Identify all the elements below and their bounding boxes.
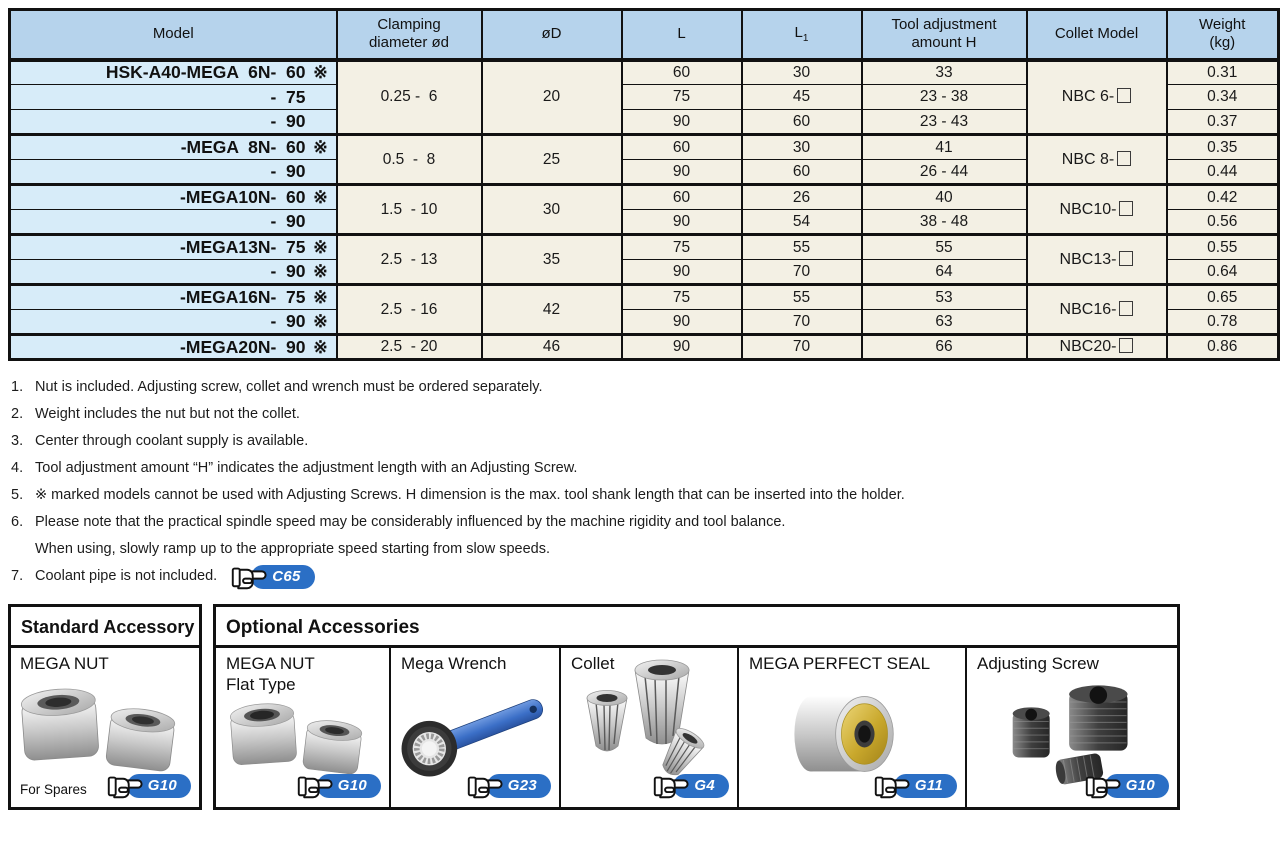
accessory-label: MEGA PERFECT SEAL [749, 654, 931, 673]
l1-value: 54 [742, 210, 862, 235]
note-2: 2. Weight includes the nut but not the collet. [11, 406, 300, 422]
reference-mark: ※ [313, 187, 328, 207]
collet-image [583, 656, 733, 778]
table-row [10, 60, 1279, 85]
clamping-value: 1.5 - 10 [337, 185, 482, 235]
page-ref-label: G23 [487, 774, 551, 798]
for-spares-caption: For Spares [20, 782, 87, 797]
mega-wrench-image [393, 682, 561, 782]
od-value: 30 [482, 185, 622, 235]
l1-value: 70 [742, 310, 862, 335]
clamping-value: 2.5 - 16 [337, 285, 482, 335]
accessory-label: Mega Wrench [401, 654, 507, 673]
l1-value: 30 [742, 60, 862, 85]
clamping-value: 0.25 - 6 [337, 60, 482, 135]
accessory-label-line2: Flat Type [226, 674, 296, 694]
collet-model-cell: NBC10- [1027, 185, 1167, 235]
reference-mark: ※ [313, 311, 328, 331]
collet-size-placeholder-box [1117, 151, 1131, 166]
page-ref-label: C65 [251, 565, 314, 589]
model-cell [10, 335, 337, 360]
clamping-value: 0.5 - 8 [337, 135, 482, 185]
page-ref-label: G10 [317, 774, 381, 798]
l-value: 60 [622, 60, 742, 85]
h-value: 38 - 48 [862, 210, 1027, 235]
weight-value: 0.65 [1167, 285, 1279, 310]
standard-accessory-body [11, 648, 199, 807]
pointing-hand-icon [874, 773, 911, 799]
weight-value: 0.31 [1167, 60, 1279, 85]
h-value: 33 [862, 60, 1027, 85]
l-value: 60 [622, 135, 742, 160]
model-cell [10, 135, 337, 160]
weight-value: 0.35 [1167, 135, 1279, 160]
l-value: 90 [622, 110, 742, 135]
header-tool-adjustment: Tool adjustment amount H [862, 10, 1027, 60]
od-value: 20 [482, 60, 622, 135]
pointing-hand-icon [653, 773, 690, 799]
collet-model-cell: NBC16- [1027, 285, 1167, 335]
od-value: 46 [482, 335, 622, 360]
header-l1: $L_1$ [742, 10, 862, 60]
mega-nut-label: MEGA NUT [20, 654, 109, 673]
mega-perfect-seal-image [779, 686, 925, 782]
collet-model-cell: NBC13- [1027, 235, 1167, 285]
reference-mark: ※ [313, 62, 328, 83]
footnotes [11, 374, 1277, 590]
collet-size-placeholder-box [1119, 251, 1133, 266]
reference-mark: ※ [313, 261, 328, 281]
model-cell [10, 210, 337, 235]
h-value: 41 [862, 135, 1027, 160]
model-label: HSK-A40-MEGA 6N- 60 [105, 62, 306, 83]
header-collet-model: Collet Model [1027, 10, 1167, 60]
model-cell [10, 285, 337, 310]
pointing-hand-icon [1085, 773, 1122, 799]
h-value: 26 - 44 [862, 160, 1027, 185]
note-6: 6. Please note that the practical spindle speed may be considerably influenced by the machine rigidity and tool balance. [11, 514, 786, 530]
reference-mark: ※ [313, 287, 328, 307]
page-ref-badge-g4[interactable] [653, 773, 729, 799]
h-value: 66 [862, 335, 1027, 360]
table-row [10, 135, 1279, 160]
collet-size-placeholder-box [1117, 88, 1131, 103]
header-model-label: Model [152, 24, 194, 42]
pointing-hand-icon [467, 773, 504, 799]
pointing-hand-icon [231, 564, 268, 590]
model-cell [10, 235, 337, 260]
mega-nut-flat-image [222, 696, 382, 780]
l-value: 90 [622, 260, 742, 285]
weight-value: 0.55 [1167, 235, 1279, 260]
header-model [10, 10, 337, 60]
collet-size-placeholder-box [1119, 201, 1133, 216]
note-6-continued: When using, slowly ramp up to the appropriate speed starting from slow speeds. [35, 541, 551, 557]
l-value: 90 [622, 310, 742, 335]
model-label: -MEGA20N- 90 [180, 336, 306, 357]
accessory-cell-mega-nut-flat [216, 648, 391, 807]
weight-value: 0.64 [1167, 260, 1279, 285]
l1-value: 26 [742, 185, 862, 210]
reference-mark: ※ [313, 336, 328, 357]
note-4: 4. Tool adjustment amount “H” indicates the adjustment length with an Adjusting Screw. [11, 460, 578, 476]
note-3: 3. Center through coolant supply is available. [11, 433, 309, 449]
header-od: øD [482, 10, 622, 60]
l1-value: 55 [742, 285, 862, 310]
accessory-label: Collet [571, 654, 615, 673]
page-ref-badge-c65[interactable] [231, 563, 314, 590]
model-cell [10, 260, 337, 285]
l1-value: 70 [742, 335, 862, 360]
spec-table [8, 8, 1280, 361]
l1-value: 70 [742, 260, 862, 285]
model-label: -MEGA13N- 75 [180, 237, 306, 257]
page-ref-badge-g10[interactable] [107, 773, 191, 799]
clamping-value: 2.5 - 13 [337, 235, 482, 285]
header-clamping-diameter: Clamping diameter ød [337, 10, 482, 60]
page-ref-label: G11 [894, 774, 957, 798]
table-header-row [10, 10, 1279, 60]
note-7: 7. Coolant pipe is not included. C65 [11, 563, 1277, 590]
model-label: - 90 [270, 211, 306, 231]
page-ref-badge-g23[interactable] [467, 773, 551, 799]
note-5: 5. ※ marked models cannot be used with Adjusting Screws. H dimension is the max. tool shank length that can be inserted into the holder. [11, 487, 905, 503]
table-row [10, 335, 1279, 360]
l1-value: 45 [742, 85, 862, 110]
note-1: 1. Nut is included. Adjusting screw, collet and wrench must be ordered separately. [11, 379, 543, 395]
mega-nut-image [19, 680, 191, 778]
optional-accessories-cells [216, 648, 1177, 807]
accessory-cell-mega-perfect-seal [739, 648, 967, 807]
weight-value: 0.37 [1167, 110, 1279, 135]
weight-value: 0.56 [1167, 210, 1279, 235]
collet-size-placeholder-box [1119, 301, 1133, 316]
page-ref-label: G4 [673, 774, 729, 798]
page-ref-badge-g10[interactable] [297, 773, 381, 799]
model-cell [10, 185, 337, 210]
accessory-cell-mega-wrench [391, 648, 561, 807]
h-value: 64 [862, 260, 1027, 285]
model-label: - 90 [270, 161, 306, 181]
pointing-hand-icon [107, 773, 144, 799]
l1-value: 55 [742, 235, 862, 260]
h-value: 63 [862, 310, 1027, 335]
table-row [10, 235, 1279, 260]
collet-model-cell: NBC 6- [1027, 60, 1167, 135]
header-weight: Weight (kg) [1167, 10, 1279, 60]
accessory-label: MEGA NUT [226, 654, 315, 673]
l1-value: 60 [742, 110, 862, 135]
standard-accessory-box [8, 604, 202, 810]
h-value: 23 - 38 [862, 85, 1027, 110]
reference-mark: ※ [313, 137, 328, 157]
h-value: 55 [862, 235, 1027, 260]
weight-value: 0.34 [1167, 85, 1279, 110]
h-value: 40 [862, 185, 1027, 210]
collet-size-placeholder-box [1119, 338, 1133, 353]
header-l: L [622, 10, 742, 60]
clamping-value: 2.5 - 20 [337, 335, 482, 360]
model-cell [10, 60, 337, 85]
model-label: - 90 [270, 111, 306, 131]
standard-accessory-title: Standard Accessory [11, 607, 199, 648]
weight-value: 0.78 [1167, 310, 1279, 335]
model-cell [10, 110, 337, 135]
l-value: 75 [622, 235, 742, 260]
collet-model-cell: NBC 8- [1027, 135, 1167, 185]
weight-value: 0.44 [1167, 160, 1279, 185]
accessory-cell-collet [561, 648, 739, 807]
l-value: 75 [622, 85, 742, 110]
h-value: 23 - 43 [862, 110, 1027, 135]
page-ref-label: G10 [127, 774, 191, 798]
od-value: 42 [482, 285, 622, 335]
page-ref-badge-g10-screw[interactable] [1085, 773, 1169, 799]
model-label: -MEGA16N- 75 [180, 287, 306, 307]
model-label: - 90 [270, 311, 306, 331]
l1-value: 60 [742, 160, 862, 185]
l1-value: 30 [742, 135, 862, 160]
l-value: 75 [622, 285, 742, 310]
weight-value: 0.42 [1167, 185, 1279, 210]
accessory-cell-adjusting-screw [967, 648, 1177, 807]
model-label: -MEGA10N- 60 [180, 187, 306, 207]
accessory-label: Adjusting Screw [977, 654, 1099, 673]
reference-mark: ※ [313, 237, 328, 257]
model-cell [10, 160, 337, 185]
l-value: 90 [622, 210, 742, 235]
table-row [10, 185, 1279, 210]
l-value: 90 [622, 335, 742, 360]
h-value: 53 [862, 285, 1027, 310]
accessories-section [8, 604, 1277, 810]
table-row [10, 285, 1279, 310]
od-value: 35 [482, 235, 622, 285]
optional-accessories-title: Optional Accessories [216, 607, 1177, 648]
page-ref-badge-g11[interactable] [874, 773, 957, 799]
model-label: - 90 [270, 261, 306, 281]
page-ref-label: G10 [1105, 774, 1169, 798]
optional-accessories-box [213, 604, 1180, 810]
model-cell [10, 310, 337, 335]
pointing-hand-icon [297, 773, 334, 799]
collet-model-cell: NBC20- [1027, 335, 1167, 360]
l-value: 90 [622, 160, 742, 185]
weight-value: 0.86 [1167, 335, 1279, 360]
l-value: 60 [622, 185, 742, 210]
model-label: - 75 [270, 86, 306, 107]
od-value: 25 [482, 135, 622, 185]
model-cell [10, 85, 337, 110]
model-label: -MEGA 8N- 60 [180, 137, 306, 157]
